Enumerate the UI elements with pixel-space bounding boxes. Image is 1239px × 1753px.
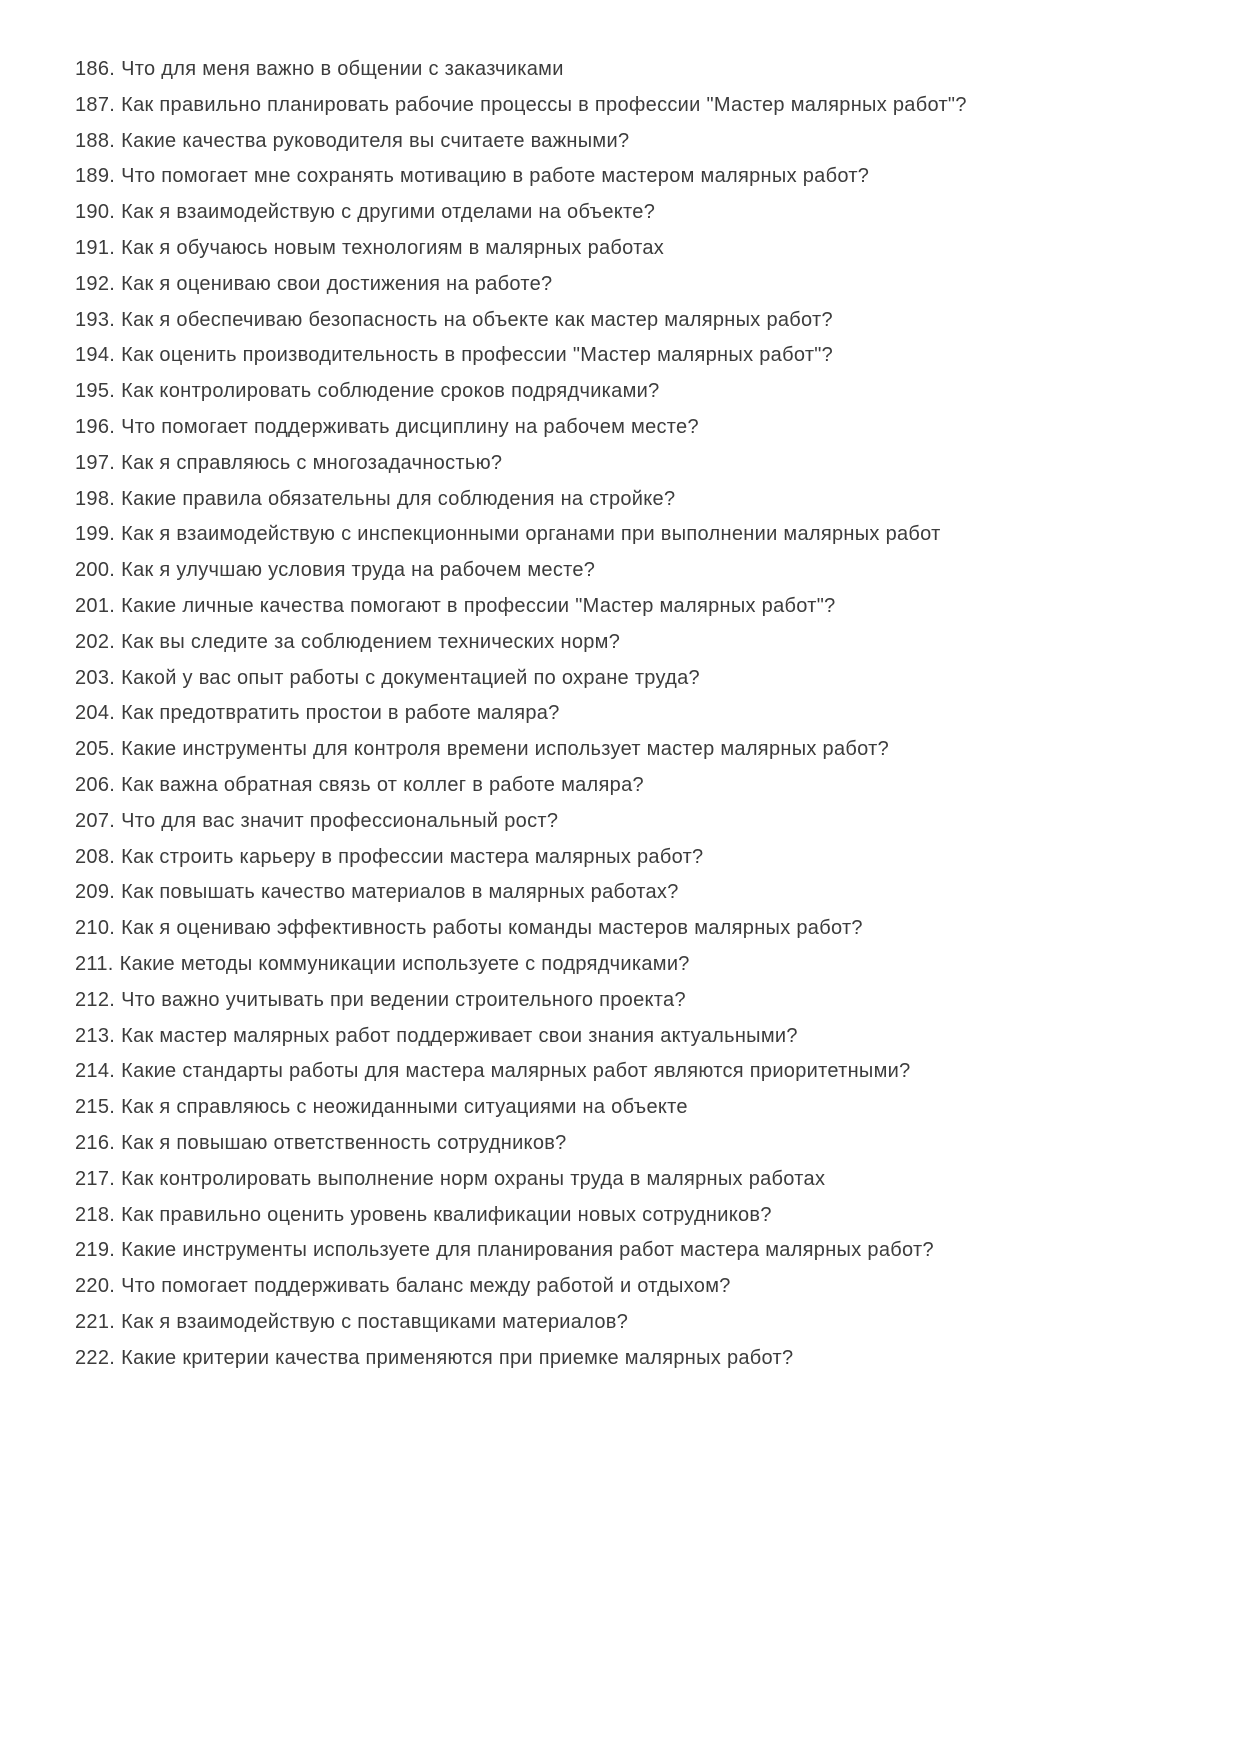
list-item <box>75 231 1199 267</box>
list-item <box>75 267 1199 303</box>
question-list <box>75 52 1199 1376</box>
list-item <box>75 625 1199 661</box>
item-text: Как я обучаюсь новым технологиям в малярных работах <box>121 236 665 259</box>
list-item <box>75 1126 1199 1162</box>
list-item <box>75 1233 1199 1269</box>
list-item <box>75 1162 1199 1198</box>
item-text: Как строить карьеру в профессии мастера малярных работ? <box>121 845 704 868</box>
item-text: Как я взаимодействую с поставщиками материалов? <box>121 1310 629 1333</box>
list-item <box>75 661 1199 697</box>
list-item <box>75 553 1199 589</box>
item-text: Что важно учитывать при ведении строительного проекта? <box>121 988 686 1011</box>
item-number: 213. <box>75 1024 116 1047</box>
item-number: 207. <box>75 809 116 832</box>
item-number: 205. <box>75 738 116 761</box>
list-item <box>75 410 1199 446</box>
item-number: 190. <box>75 201 116 224</box>
item-text: Что помогает поддерживать баланс между работой и отдыхом? <box>121 1275 731 1298</box>
item-number: 196. <box>75 415 116 438</box>
item-number: 187. <box>75 93 116 116</box>
list-item <box>75 696 1199 732</box>
item-number: 219. <box>75 1239 116 1262</box>
item-number: 204. <box>75 702 116 725</box>
list-item <box>75 446 1199 482</box>
item-number: 188. <box>75 129 116 152</box>
item-text: Что помогает мне сохранять мотивацию в работе мастером малярных работ? <box>121 165 870 188</box>
item-text: Какие инструменты используете для планирования работ мастера малярных работ? <box>121 1239 934 1262</box>
item-text: Что помогает поддерживать дисциплину на рабочем месте? <box>121 415 699 438</box>
item-text: Как правильно оценить уровень квалификации новых сотрудников? <box>121 1203 772 1226</box>
list-item <box>75 1019 1199 1055</box>
item-text: Как вы следите за соблюдением технических норм? <box>121 630 621 653</box>
list-item <box>75 1198 1199 1234</box>
item-text: Как важна обратная связь от коллег в работе маляра? <box>121 773 644 796</box>
list-item <box>75 804 1199 840</box>
list-item <box>75 159 1199 195</box>
item-text: Какие стандарты работы для мастера малярных работ являются приоритетными? <box>121 1060 911 1083</box>
item-number: 200. <box>75 559 116 582</box>
item-number: 215. <box>75 1096 116 1119</box>
item-number: 206. <box>75 773 116 796</box>
list-item <box>75 52 1199 88</box>
list-item <box>75 1305 1199 1341</box>
item-number: 201. <box>75 594 116 617</box>
item-text: Что для меня важно в общении с заказчиками <box>121 58 564 80</box>
item-text: Какие правила обязательны для соблюдения на стройке? <box>121 487 676 510</box>
item-number: 210. <box>75 917 116 940</box>
list-item <box>75 1054 1199 1090</box>
item-number: 197. <box>75 451 116 474</box>
item-number: 218. <box>75 1203 116 1226</box>
item-number: 211. <box>75 952 114 975</box>
item-text: Как я оцениваю свои достижения на работе? <box>121 272 553 295</box>
item-number: 203. <box>75 666 116 689</box>
list-item <box>75 947 1199 983</box>
item-number: 194. <box>75 344 116 367</box>
list-item <box>75 1090 1199 1126</box>
item-text: Как я повышаю ответственность сотрудников? <box>121 1131 567 1154</box>
item-text: Как я улучшаю условия труда на рабочем месте? <box>121 559 596 582</box>
item-text: Как предотвратить простои в работе маляра? <box>121 702 560 725</box>
list-item <box>75 732 1199 768</box>
item-number: 192. <box>75 272 116 295</box>
item-number: 193. <box>75 308 116 331</box>
list-item <box>75 338 1199 374</box>
list-item <box>75 983 1199 1019</box>
item-text: Какие качества руководителя вы считаете важными? <box>121 129 630 152</box>
item-number: 202. <box>75 630 116 653</box>
item-number: 222. <box>75 1346 116 1369</box>
item-number: 214. <box>75 1060 116 1083</box>
item-text: Какой у вас опыт работы с документацией по охране труда? <box>121 666 700 689</box>
item-text: Как я справляюсь с многозадачностью? <box>121 451 503 474</box>
item-number: 217. <box>75 1167 116 1190</box>
item-text: Как оценить производительность в профессии "Мастер малярных работ"? <box>121 344 834 367</box>
list-item <box>75 195 1199 231</box>
list-item <box>75 1341 1199 1377</box>
list-item <box>75 303 1199 339</box>
item-number: 221. <box>75 1310 116 1333</box>
item-text: Как я взаимодействую с инспекционными органами при выполнении малярных работ <box>121 523 941 546</box>
item-text: Как я взаимодействую с другими отделами на объекте? <box>121 201 656 224</box>
item-text: Как повышать качество материалов в малярных работах? <box>121 881 679 904</box>
item-number: 191. <box>75 236 116 259</box>
item-number: 208. <box>75 845 116 868</box>
item-text: Что для вас значит профессиональный рост? <box>121 809 559 832</box>
item-number: 199. <box>75 523 116 546</box>
item-number: 212. <box>75 988 116 1011</box>
list-item <box>75 88 1199 124</box>
item-text: Какие методы коммуникации используете с подрядчиками? <box>119 952 690 975</box>
item-text: Какие инструменты для контроля времени использует мастер малярных работ? <box>121 738 890 761</box>
list-item <box>75 517 1199 553</box>
list-item <box>75 840 1199 876</box>
item-text: Какие личные качества помогают в профессии "Мастер малярных работ"? <box>121 594 836 617</box>
item-number: 189. <box>75 165 116 188</box>
item-text: Как я оцениваю эффективность работы команды мастеров малярных работ? <box>121 917 863 940</box>
item-text: Как мастер малярных работ поддерживает свои знания актуальными? <box>121 1024 798 1047</box>
list-item <box>75 768 1199 804</box>
item-number: 216. <box>75 1131 116 1154</box>
item-text: Как контролировать выполнение норм охраны труда в малярных работах <box>121 1167 826 1190</box>
item-number: 209. <box>75 881 116 904</box>
list-item <box>75 124 1199 160</box>
item-text: Как я справляюсь с неожиданными ситуациями на объекте <box>121 1096 688 1119</box>
item-text: Как я обеспечиваю безопасность на объекте как мастер малярных работ? <box>121 308 833 331</box>
item-number: 195. <box>75 380 116 403</box>
item-text: Как контролировать соблюдение сроков подрядчиками? <box>121 380 660 403</box>
list-item <box>75 911 1199 947</box>
list-item <box>75 1269 1199 1305</box>
list-item <box>75 374 1199 410</box>
item-text: Как правильно планировать рабочие процессы в профессии "Мастер малярных работ"? <box>121 93 967 116</box>
item-number: 220. <box>75 1275 116 1298</box>
item-number: 186. <box>75 58 116 80</box>
item-text: Какие критерии качества применяются при приемке малярных работ? <box>121 1346 794 1369</box>
item-number: 198. <box>75 487 116 510</box>
list-item <box>75 875 1199 911</box>
list-item <box>75 482 1199 518</box>
list-item <box>75 589 1199 625</box>
